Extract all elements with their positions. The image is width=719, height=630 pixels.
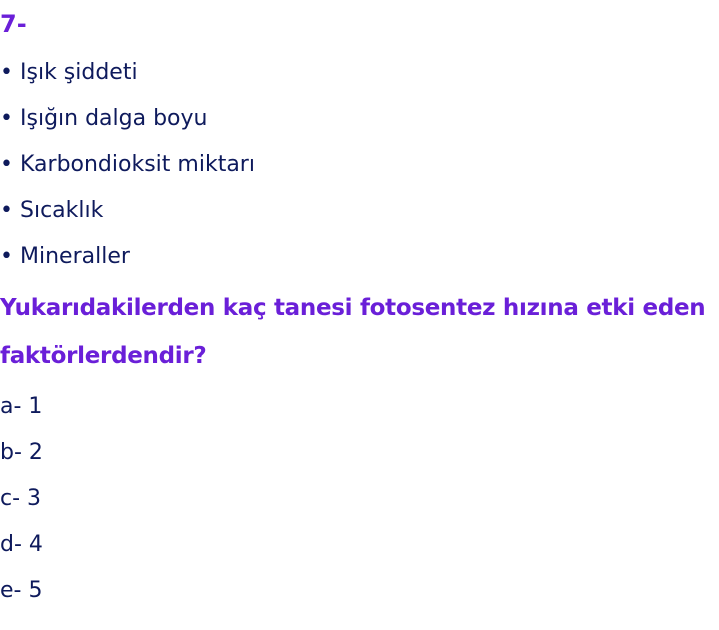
list-item: [0, 147, 255, 193]
factor-text: Mineraller: [20, 244, 130, 269]
answer-options: [0, 389, 43, 619]
answer-option-a[interactable]: a- 1: [0, 394, 43, 419]
list-item: [0, 101, 255, 147]
factor-list: [0, 55, 255, 285]
factor-text: Karbondioksit miktarı: [20, 152, 255, 177]
list-item: [0, 55, 255, 101]
bullet-icon: •: [0, 60, 13, 85]
question-number: 7-: [0, 10, 27, 38]
bullet-icon: •: [0, 244, 13, 269]
bullet-icon: •: [0, 106, 13, 131]
answer-option-e[interactable]: e- 5: [0, 578, 43, 603]
answer-option-c[interactable]: c- 3: [0, 486, 42, 511]
answer-option-b[interactable]: b- 2: [0, 440, 43, 465]
bullet-icon: •: [0, 152, 13, 177]
factor-text: Sıcaklık: [20, 198, 104, 223]
factor-text: Işık şiddeti: [20, 60, 138, 85]
list-item: [0, 239, 255, 285]
answer-option-d[interactable]: d- 4: [0, 532, 43, 557]
list-item: [0, 193, 255, 239]
factor-text: Işığın dalga boyu: [20, 106, 208, 131]
question-prompt: Yukarıdakilerden kaç tanesi fotosentez hızına etki eden faktörlerdendir?: [0, 295, 706, 369]
bullet-icon: •: [0, 198, 13, 223]
